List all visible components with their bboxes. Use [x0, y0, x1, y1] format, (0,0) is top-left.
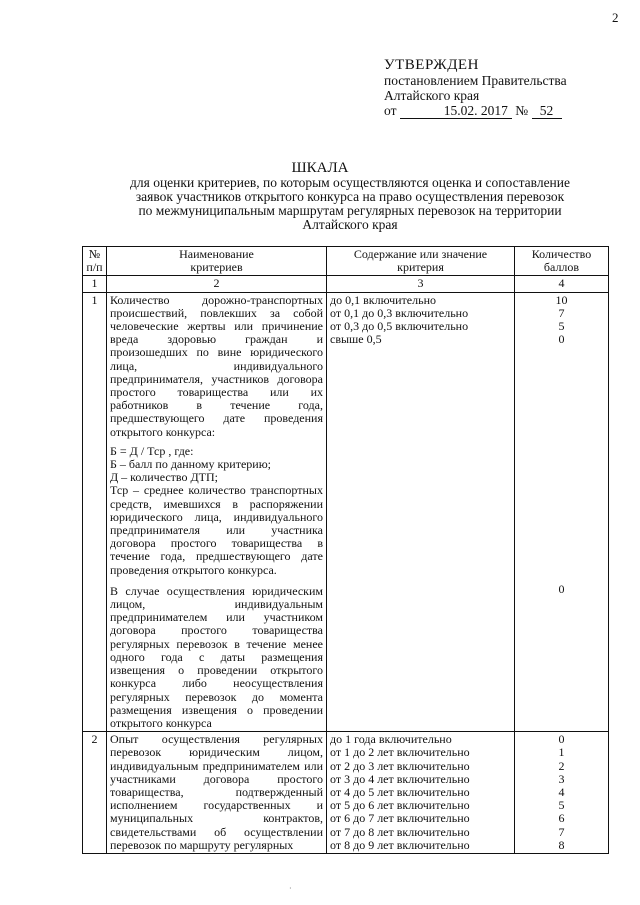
row-number: 1: [83, 292, 107, 732]
approval-date-line: [384, 103, 567, 119]
header-row: [83, 247, 609, 276]
value-item: от 4 до 5 лет включительно: [330, 784, 470, 799]
value-item: от 5 до 6 лет включительно: [330, 798, 470, 813]
value-item: до 1 года включительно: [330, 732, 452, 747]
document-title: ШКАЛА: [291, 160, 349, 176]
header-name: Наименование критериев: [107, 247, 327, 276]
criterion-paragraph: Количество дорожно-транспортных происшествий, повлекших за собой человеческие жертвы или причинение вреда здоровью граждан и произошедших по вине юридического лица, индивидуального предпринимателя, участников договора простого товарищества или их работников в течение года, предшествующего дате проведения открытого конкурса:: [110, 292, 323, 439]
subtitle-line: по межмуниципальным маршрутам регулярных перевозок на территории: [138, 203, 562, 218]
table-row: [83, 292, 609, 732]
page-number: 2: [612, 10, 619, 25]
points-item: 7: [558, 824, 565, 839]
number-label: №: [515, 103, 529, 118]
criterion-cell: [107, 732, 327, 854]
approval-number: 52: [532, 103, 562, 119]
points-item: 4: [558, 784, 565, 799]
values-cell: [327, 292, 515, 732]
column-number: 3: [327, 276, 515, 292]
row-number: 2: [83, 732, 107, 854]
column-number: 4: [515, 276, 609, 292]
header-num: № п/п: [83, 247, 107, 276]
points-item: 7: [558, 305, 565, 320]
points-item: 0: [558, 732, 565, 747]
header-points: Количество баллов: [515, 247, 609, 276]
points-item: 8: [558, 837, 565, 852]
table-row: [83, 732, 609, 854]
approval-date: 15.02. 2017: [400, 103, 512, 119]
criterion-paragraph: В случае осуществления юридическим лицом, индивидуальным предпринимателем или участником договора простого товарищества регулярных перевозок в течение менее одного года с даты размещения извещения о проведении открытого конкурса либо неосуществления регулярных перевозок до момента размещения извещения о проведении открытого конкурса: [110, 583, 323, 730]
value-item: от 6 до 7 лет включительно: [330, 811, 470, 826]
points-item: 1: [558, 745, 565, 760]
criterion-paragraph: Опыт осуществления регулярных перевозок юридическим лицом, индивидуальным предпринимателем или участниками договора простого товарищества, подтвержденный исполнением государственных и муниципальных контрактов, свидетельствами об осуществлении перевозок по маршруту регулярных: [110, 732, 323, 852]
points-cell: [515, 292, 609, 732]
from-label: от: [384, 103, 397, 118]
value-item: от 1 до 2 лет включительно: [330, 745, 470, 760]
value-item: от 2 до 3 лет включительно: [330, 758, 470, 773]
subtitle-line: для оценки критериев, по которым осуществляются оценка и сопоставление: [130, 175, 570, 190]
points-item: 10: [555, 292, 568, 307]
points-item: 0: [558, 332, 565, 347]
subtitle-line: Алтайского края: [302, 217, 398, 232]
subtitle-line: заявок участников открытого конкурса на право осуществления перевозок: [135, 189, 565, 204]
scale-table: [82, 246, 609, 854]
approval-title: УТВЕРЖДЕН: [384, 57, 479, 73]
points-item: 2: [558, 758, 565, 773]
value-item: от 7 до 8 лет включительно: [330, 824, 470, 839]
header-content: Содержание или значение критерия: [327, 247, 515, 276]
scan-artifact-dot: ·: [289, 884, 292, 893]
column-number: 2: [107, 276, 327, 292]
approval-block: [384, 58, 567, 119]
document-subtitle: [90, 176, 610, 232]
value-item: от 0,1 до 0,3 включительно: [330, 305, 469, 320]
values-cell: [327, 732, 515, 854]
approval-line-2: Алтайского края: [384, 88, 480, 103]
value-item: свыше 0,5: [330, 332, 382, 347]
value-item: от 3 до 4 лет включительно: [330, 771, 470, 786]
column-number: 1: [83, 276, 107, 292]
criterion-formula: Б = Д / Тср , где: Б – балл по данному критерию; Д – количество ДТП; Тср – среднее количество транспортных средств, имевшихся в распоряжении юридического лица, индивидуального предпринимателя или участника договора простого товарищества в течение года, предшествующего дате проведения открытого конкурса.: [110, 443, 323, 577]
value-item: от 8 до 9 лет включительно: [330, 837, 470, 852]
value-item: до 0,1 включительно: [330, 292, 437, 307]
approval-line-1: постановлением Правительства: [384, 73, 567, 88]
points-item: 6: [558, 811, 565, 826]
points-item: 5: [558, 798, 565, 813]
points-item: 5: [558, 319, 565, 334]
value-item: от 0,3 до 0,5 включительно: [330, 319, 469, 334]
points-item: 0: [558, 582, 565, 597]
criterion-cell: [107, 292, 327, 732]
points-item: 3: [558, 771, 565, 786]
points-cell: [515, 732, 609, 854]
column-number-row: [83, 276, 609, 292]
